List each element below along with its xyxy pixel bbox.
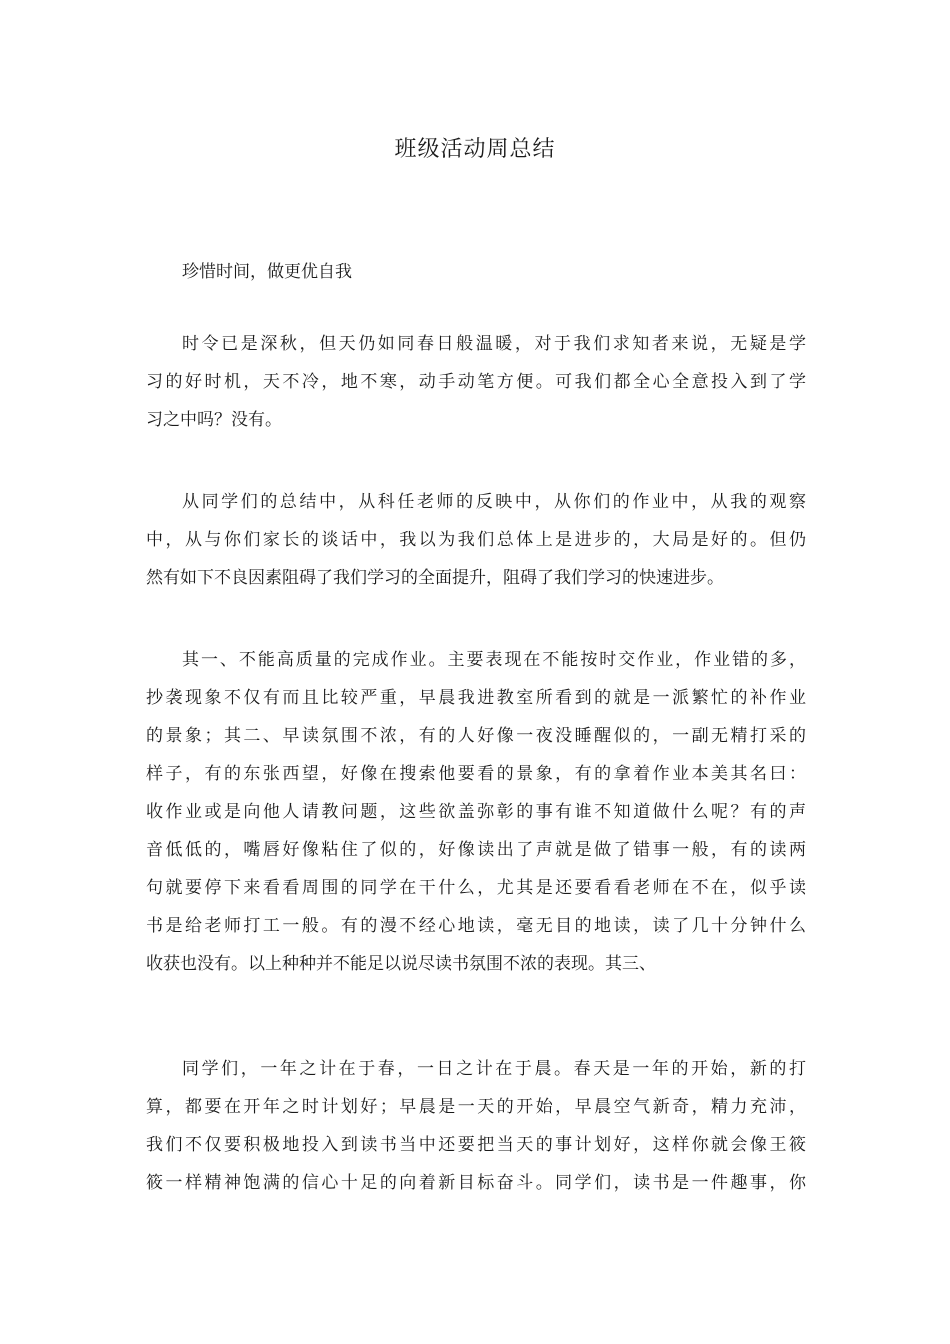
document-title: 班级活动周总结 — [394, 137, 556, 162]
paragraph-line: 的景象；其二、早读氛围不浓，有的人好像一夜没睡醒似的，一副无精打采的 — [146, 726, 806, 746]
paragraph-line: 习之中吗？没有。 — [146, 410, 282, 430]
paragraph-line: 我们不仅要积极地投入到读书当中还要把当天的事计划好，这样你就会像王筱 — [146, 1135, 806, 1155]
paragraph-line: 从同学们的总结中，从科任老师的反映中，从你们的作业中，从我的观察 — [182, 492, 806, 512]
paragraph-4 — [146, 1050, 806, 1202]
paragraph-line: 算，都要在开年之时计划好；早晨是一天的开始，早晨空气新奇，精力充沛， — [146, 1097, 806, 1117]
paragraph-line: 其一、不能高质量的完成作业。主要表现在不能按时交作业，作业错的多， — [182, 650, 806, 670]
paragraph-line: 习的好时机，天不冷，地不寒，动手动笔方便。可我们都全心全意投入到了学 — [146, 372, 806, 392]
paragraph-3 — [146, 641, 806, 983]
paragraph-line: 样子，有的东张西望，好像在搜索他要看的景象，有的拿着作业本美其名曰： — [146, 764, 806, 784]
paragraph-2 — [146, 483, 806, 597]
paragraph-line: 时令已是深秋，但天仍如同春日般温暖，对于我们求知者来说，无疑是学 — [182, 334, 806, 354]
paragraph-line: 抄袭现象不仅有而且比较严重，早晨我进教室所看到的就是一派繁忙的补作业 — [146, 688, 806, 708]
paragraph-line: 书是给老师打工一般。有的漫不经心地读，毫无目的地读，读了几十分钟什么 — [146, 916, 806, 936]
paragraph-line: 然有如下不良因素阻碍了我们学习的全面提升，阻碍了我们学习的快速进步。 — [146, 568, 724, 588]
paragraph-line: 同学们，一年之计在于春，一日之计在于晨。春天是一年的开始，新的打 — [182, 1059, 806, 1079]
document-subtitle: 珍惜时间，做更优自我 — [182, 262, 352, 282]
paragraph-line: 收获也没有。以上种种并不能足以说尽读书氛围不浓的表现。其三、 — [146, 954, 656, 974]
paragraph-line: 句就要停下来看看周围的同学在干什么，尤其是还要看看老师在不在，似乎读 — [146, 878, 806, 898]
paragraph-line: 收作业或是向他人请教问题，这些欲盖弥彰的事有谁不知道做什么呢？有的声 — [146, 802, 806, 822]
paragraph-line: 音低低的，嘴唇好像粘住了似的，好像读出了声就是做了错事一般，有的读两 — [146, 840, 806, 860]
paragraph-1 — [146, 325, 806, 439]
paragraph-line: 筱一样精神饱满的信心十足的向着新目标奋斗。同学们，读书是一件趣事，你 — [146, 1173, 806, 1193]
paragraph-line: 中，从与你们家长的谈话中，我以为我们总体上是进步的，大局是好的。但仍 — [146, 530, 806, 550]
